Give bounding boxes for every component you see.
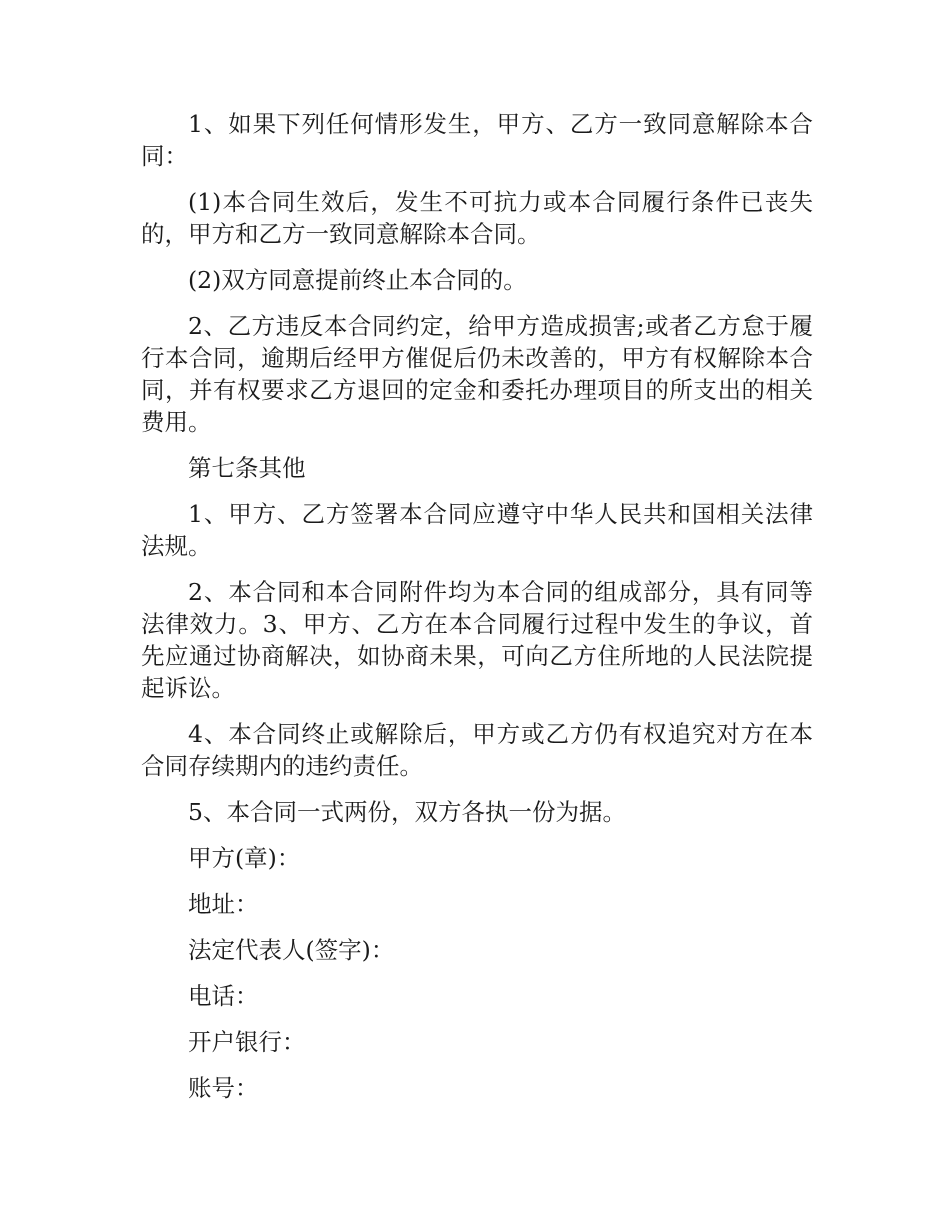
clause-termination-conditions: 1、如果下列任何情形发生，甲方、乙方一致同意解除本合同： [141,110,813,170]
clause-party-b-breach: 2、乙方违反本合同约定，给甲方造成损害;或者乙方怠于履行本合同，逾期后经甲方催促后仍未改善的，甲方有权解除本合同，并有权要求乙方退回的定金和委托办理项目的所支出的相关费用。 [141,312,813,436]
signature-field-address: 地址： [188,890,259,918]
signature-field-party-a-seal: 甲方(章)： [188,844,301,872]
clause-attachments-and-disputes: 2、本合同和本合同附件均为本合同的组成部分，具有同等法律效力。3、甲方、乙方在本合同履行过程中发生的争议，首先应通过协商解决，如协商未果，可向乙方住所地的人民法院提起诉讼。 [141,578,813,702]
clause-legal-compliance: 1、甲方、乙方签署本合同应遵守中华人民共和国相关法律法规。 [141,500,813,560]
signature-field-bank: 开户银行： [188,1028,306,1056]
clause-liability-after-termination: 4、本合同终止或解除后，甲方或乙方仍有权追究对方在本合同存续期内的违约责任。 [141,720,813,780]
clause-item-force-majeure: (1)本合同生效后，发生不可抗力或本合同履行条件已丧失的，甲方和乙方一致同意解除本合同。 [141,188,813,248]
signature-field-account: 账号： [188,1074,259,1102]
signature-field-legal-representative: 法定代表人(签字)： [188,936,395,964]
clause-copies: 5、本合同一式两份，双方各执一份为据。 [188,798,626,826]
signature-field-phone: 电话： [188,982,259,1010]
document-body [141,108,813,1118]
clause-item-mutual-termination: (2)双方同意提前终止本合同的。 [188,266,527,294]
section-heading-article-7: 第七条其他 [188,454,306,482]
